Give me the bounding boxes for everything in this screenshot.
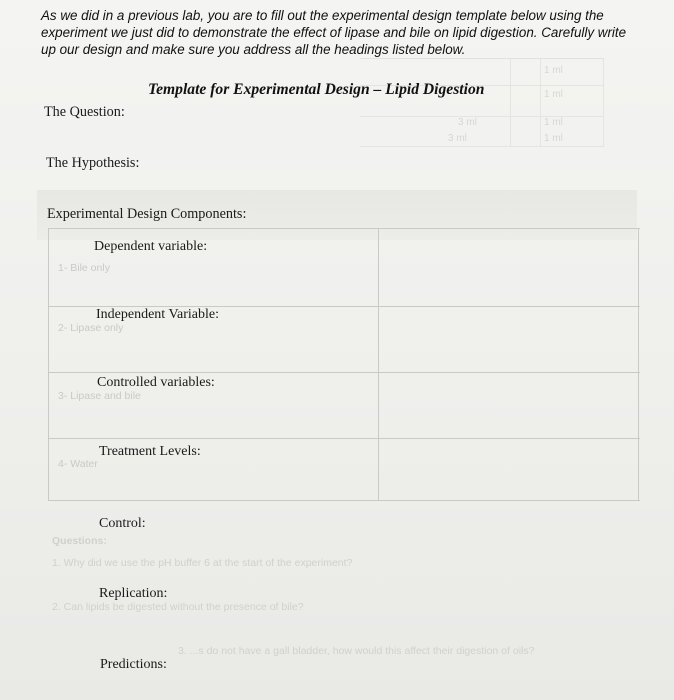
independent-variable-label: Independent Variable: bbox=[96, 307, 219, 322]
ghost-row-label: 3- Lipase and bile bbox=[58, 390, 141, 402]
ghost-row-label: 4- Water bbox=[58, 458, 98, 470]
ghost-cell: 3 ml bbox=[448, 133, 467, 144]
ghost-row-label: 1- Bile only bbox=[58, 262, 110, 274]
ghost-cell: 1 ml bbox=[544, 133, 563, 144]
dependent-variable-label: Dependent variable: bbox=[94, 239, 208, 254]
replication-label: Replication: bbox=[99, 586, 168, 601]
ghost-question: 1. Why did we use the pH buffer 6 at the start of the experiment? bbox=[52, 557, 353, 569]
ghost-cell: 1 ml bbox=[544, 117, 563, 128]
hypothesis-heading: The Hypothesis: bbox=[46, 155, 140, 171]
instructions-paragraph: As we did in a previous lab, you are to fill out the experimental design template below using the experiment we just did to demonstrate the effect of lipase and bile on lipid digestion. Carefully write up our design and make sure you address all the headings listed below. bbox=[41, 8, 627, 57]
controlled-variables-label: Controlled variables: bbox=[97, 375, 215, 390]
question-heading: The Question: bbox=[44, 104, 125, 120]
ghost-cell: 1 ml bbox=[544, 89, 563, 100]
ghost-cell: 3 ml bbox=[458, 117, 477, 128]
ghost-row-label: 2- Lipase only bbox=[58, 322, 124, 334]
predictions-label: Predictions: bbox=[100, 657, 167, 672]
components-heading: Experimental Design Components: bbox=[47, 206, 247, 222]
ghost-question: 2. Can lipids be digested without the presence of bile? bbox=[52, 601, 304, 613]
control-label: Control: bbox=[99, 516, 146, 531]
ghost-cell: 1 ml bbox=[544, 65, 563, 76]
bleed-through-table bbox=[360, 58, 604, 147]
template-title: Template for Experimental Design – Lipid Digestion bbox=[148, 81, 485, 98]
ghost-question: 3. ...s do not have a gall bladder, how would this affect their digestion of oils? bbox=[178, 645, 535, 657]
ghost-questions-heading: Questions: bbox=[52, 535, 107, 547]
bleed-through-grid bbox=[48, 228, 640, 503]
treatment-levels-label: Treatment Levels: bbox=[99, 444, 201, 459]
